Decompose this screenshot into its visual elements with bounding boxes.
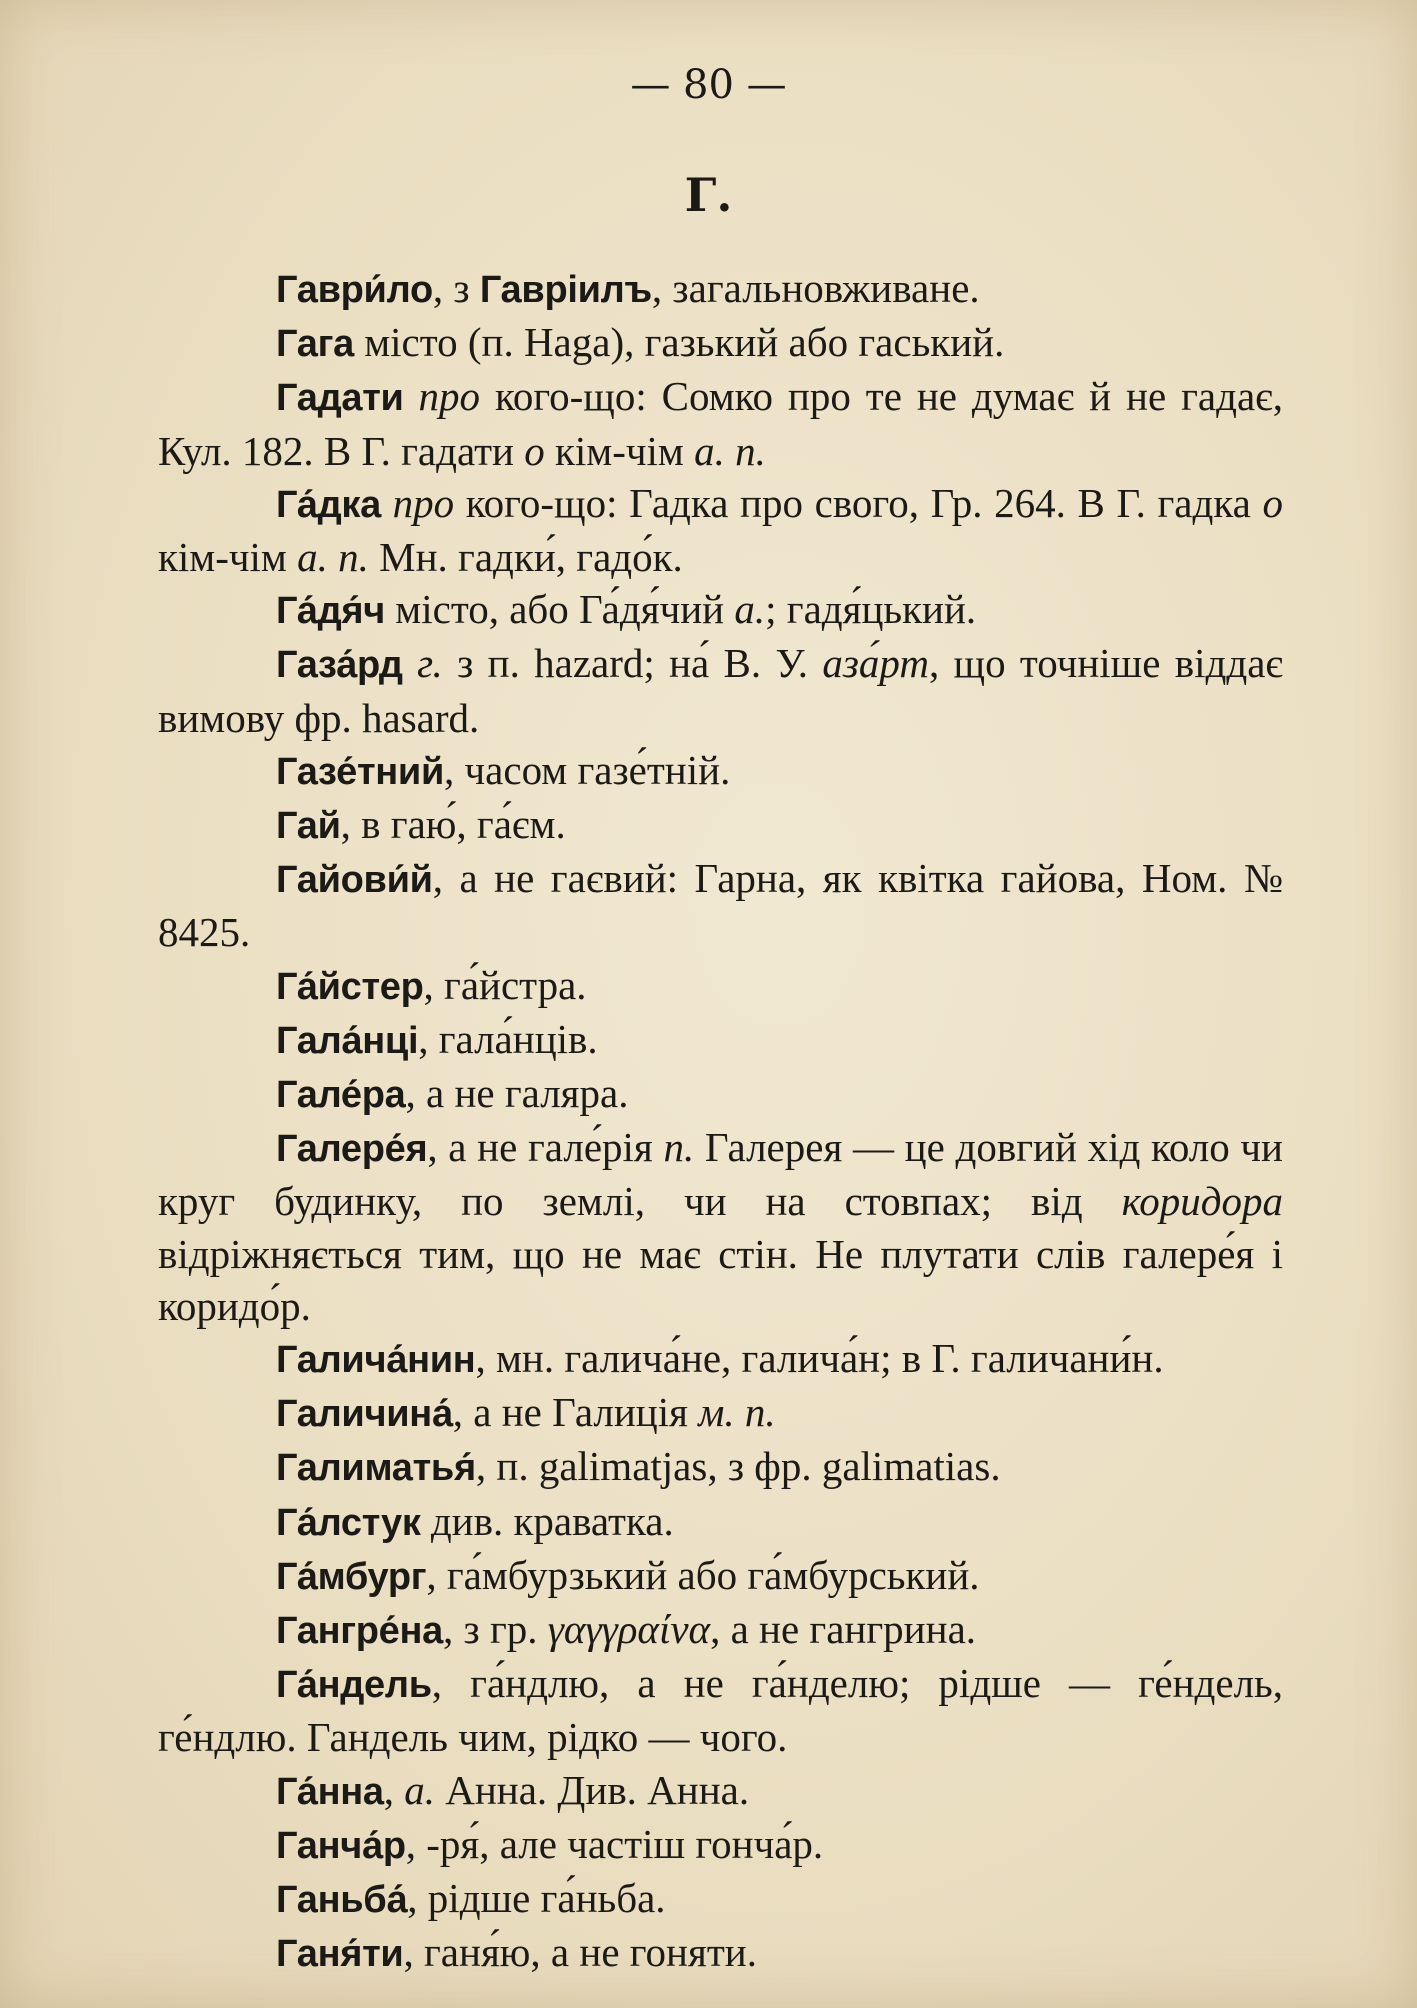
headword: Ганча́р	[276, 1824, 406, 1867]
headword: Ганьба́	[276, 1879, 408, 1922]
page-number: — 80 —	[630, 62, 787, 108]
headword: Галича́нин	[276, 1339, 476, 1382]
headword: Га́лстук	[276, 1501, 421, 1544]
entry-text: Галерея — це довгий хід коло чи круг будинку, по землі, чи на стовпах; від	[158, 1124, 1283, 1225]
entry-text: кім-чім	[544, 427, 695, 474]
dictionary-entry	[158, 316, 1283, 370]
dictionary-entry	[158, 1067, 1283, 1121]
entry-text: місто (п. Haga), газький або гаський.	[353, 319, 1005, 366]
headword: Га́дя́ч	[276, 590, 386, 633]
dictionary-entry	[158, 798, 1283, 852]
entry-text: , рідше га́ньба.	[407, 1875, 666, 1922]
dictionary-entry	[158, 1386, 1283, 1440]
dictionary-entry	[158, 1603, 1283, 1657]
italic-text: про	[418, 373, 481, 420]
italic-text: γαγγραίνα	[547, 1606, 711, 1653]
entry-text	[404, 373, 419, 419]
dictionary-entry	[158, 1926, 1283, 1980]
headword: Гангре́на	[276, 1610, 443, 1653]
italic-text: а.	[734, 586, 766, 633]
entry-text: кого-що: Гадка про свого, Гр. 264. В Г. гадка	[454, 479, 1263, 526]
entry-text: , часом газе́тній.	[444, 746, 731, 793]
italic-text: п.	[663, 1124, 695, 1171]
italic-text: коридора	[1121, 1178, 1283, 1225]
dictionary-entry	[158, 637, 1283, 743]
entry-text: , а не гангрина.	[710, 1606, 977, 1653]
headword: Галере́я	[276, 1128, 428, 1171]
italic-text: о	[1262, 479, 1284, 526]
entry-text	[403, 640, 417, 686]
entry-list	[158, 262, 1283, 1981]
entry-text: відріжняється тим, що не має стін. Не плутати слів галере́я і коридо́р.	[158, 1230, 1283, 1329]
italic-text: м. п.	[698, 1389, 776, 1436]
entry-text: , мн. галича́не, галича́н; в Г. галичани́н.	[475, 1335, 1164, 1382]
entry-text: , а не Галиція	[452, 1389, 699, 1436]
dictionary-entry	[158, 262, 1283, 316]
dictionary-entry	[158, 1440, 1283, 1494]
headword: Галичина́	[276, 1393, 453, 1436]
dictionary-entry	[158, 959, 1283, 1013]
entry-text: , в гаю́, га́єм.	[340, 801, 566, 848]
entry-text: місто, або Га́дя́чий	[385, 586, 735, 633]
headword: Галиматья́	[276, 1447, 476, 1490]
entry-text: , гала́нців.	[418, 1015, 598, 1062]
entry-text: , п. galimatjas, з фр. galimatias.	[475, 1443, 1001, 1490]
headword: Га́ндель	[276, 1664, 432, 1707]
entry-text: , що точніше віддає вимову фр. hasard.	[158, 640, 1284, 741]
entry-text: , -ря́, але частіш гонча́р.	[405, 1820, 824, 1867]
entry-text: , з гр.	[443, 1606, 548, 1653]
headword: Гадати	[276, 377, 404, 420]
italic-text: г.	[417, 640, 443, 687]
headword: Газе́тний	[276, 750, 445, 793]
entry-text: , з	[432, 265, 480, 311]
dictionary-entry	[158, 1657, 1283, 1763]
entry-text: з п. hazard; на́ В. У.	[442, 640, 823, 687]
entry-text: , га́ндлю, а не га́нделю; рідше — ге́ндель, ге́ндлю. Гандель чим, рідко — чого.	[158, 1660, 1283, 1761]
entry-text: , га́йстра.	[423, 961, 587, 1008]
headword: Гала́нці	[276, 1019, 419, 1062]
italic-text: о	[524, 427, 545, 474]
entry-text: кого-що: Сомко про те не думає й не гадає, Кул. 182. В Г. гадати	[158, 373, 1284, 474]
italic-text: а. п.	[694, 427, 766, 474]
headword: Га́дка	[276, 483, 381, 526]
dictionary-entry	[158, 1495, 1283, 1549]
entry-text: , га́мбурзький або га́мбурський.	[426, 1551, 980, 1598]
entry-text: ,	[383, 1766, 405, 1813]
section-letter: Г.	[684, 168, 733, 222]
dictionary-entry	[158, 744, 1283, 798]
italic-text: а.	[404, 1766, 435, 1813]
entry-text: див. краватка.	[420, 1497, 674, 1544]
dictionary-entry	[158, 1013, 1283, 1067]
headword: Гаври́ло	[276, 269, 433, 311]
headword: Ганя́ти	[276, 1933, 404, 1976]
headword: Га́мбург	[276, 1555, 427, 1598]
dictionary-entry	[158, 1332, 1283, 1386]
headword: Гавріилъ	[479, 269, 652, 311]
dictionary-entry	[158, 1121, 1283, 1332]
headword: Гайови́й	[276, 859, 433, 902]
dictionary-entry	[158, 1549, 1283, 1603]
headword: Газа́рд	[276, 644, 403, 687]
dictionary-entry	[158, 583, 1283, 637]
headword: Гале́ра	[276, 1074, 406, 1117]
entry-text: ; гадя́цький.	[765, 586, 977, 633]
dictionary-entry	[158, 1764, 1283, 1818]
entry-text: , а не гале́рія	[427, 1124, 664, 1171]
entry-text: , ганя́ю, а не гоняти.	[403, 1929, 757, 1976]
entry-text: , загальновживане.	[651, 265, 980, 311]
dictionary-entry	[158, 1872, 1283, 1926]
headword: Гага	[276, 323, 354, 366]
entry-text	[381, 480, 393, 526]
dictionary-entry	[158, 852, 1283, 958]
dictionary-entry	[158, 477, 1283, 583]
entry-text: кім-чім	[158, 534, 298, 581]
headword: Гай	[276, 805, 341, 848]
entry-text: , а не галяра.	[405, 1070, 629, 1117]
italic-text: про	[392, 479, 455, 526]
entry-text: Анна. Див. Анна.	[434, 1766, 750, 1813]
headword: Га́йстер	[276, 965, 424, 1008]
italic-text: аза́рт	[822, 640, 929, 687]
dictionary-entry	[158, 370, 1283, 476]
dictionary-entry	[158, 1818, 1283, 1872]
headword: Га́нна	[276, 1770, 384, 1813]
entry-text: , а не гаєвий: Гарна, як квітка гайова, Ном. № 8425.	[158, 855, 1283, 956]
italic-text: а. п.	[297, 534, 369, 581]
entry-text: Мн. гадки́, гадо́к.	[368, 534, 683, 581]
